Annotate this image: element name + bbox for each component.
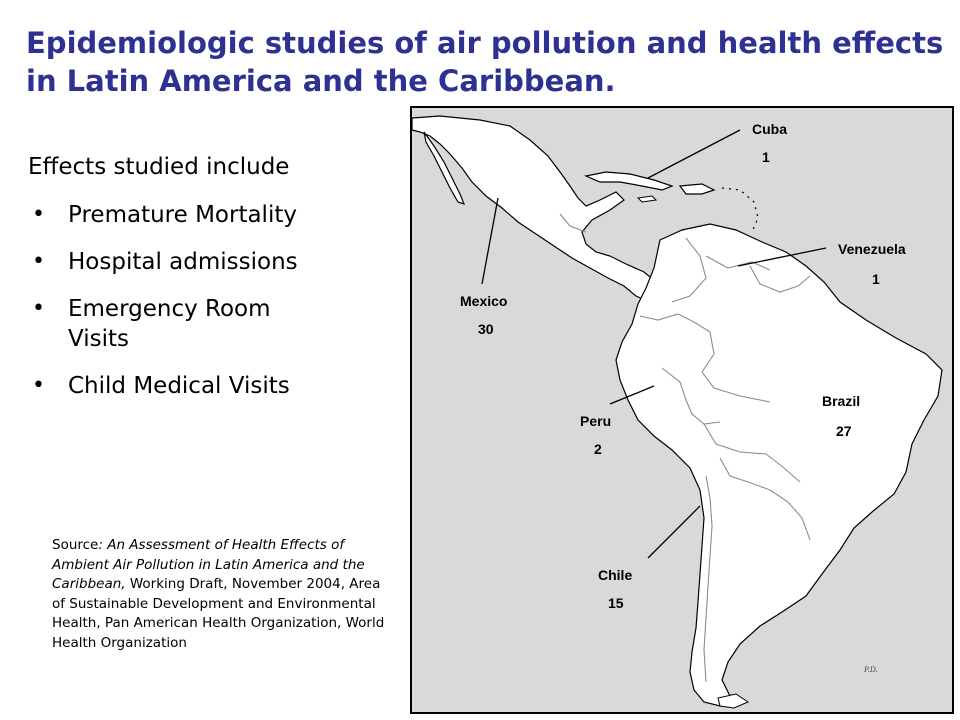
peru-count: 2 xyxy=(594,441,602,457)
list-item xyxy=(28,247,338,277)
venezuela-count: 1 xyxy=(872,271,880,287)
bullet-icon: • xyxy=(32,296,45,321)
effect-label: Premature Mortality xyxy=(68,202,297,228)
source-label: Source xyxy=(52,537,99,553)
bullet-icon: • xyxy=(32,373,45,398)
effect-label: Hospital admissions xyxy=(68,249,298,275)
effect-label: Child Medical Visits xyxy=(68,373,290,399)
bullet-icon: • xyxy=(32,249,45,274)
source-title: : An Assessment of Health Effects of Ambient Air Pollution in Latin America and the Caribbean, xyxy=(52,537,365,592)
source-citation xyxy=(52,536,387,653)
slide-title: Epidemiologic studies of air pollution and health effects in Latin America and the Caribbean. xyxy=(26,26,944,98)
source-details: Working Draft, November 2004, Area of Sustainable Development and Environmental Health, Pan American Health Organization, World Health Organization xyxy=(52,576,385,651)
mexico-label: Mexico xyxy=(460,293,508,309)
venezuela-label: Venezuela xyxy=(838,241,906,257)
latin-america-map xyxy=(410,106,954,714)
cuba-label: Cuba xyxy=(752,121,787,137)
list-item xyxy=(28,200,338,230)
map-signature: P.D. xyxy=(864,665,878,674)
chile-label: Chile xyxy=(598,567,633,583)
peru-label: Peru xyxy=(580,413,612,429)
cuba-count: 1 xyxy=(762,149,770,165)
effects-intro: Effects studied include xyxy=(28,154,290,180)
bullet-icon: • xyxy=(32,202,45,227)
list-item xyxy=(28,371,338,401)
mexico-count: 30 xyxy=(478,321,494,337)
effect-label: Emergency Room Visits xyxy=(68,296,271,352)
effects-list xyxy=(28,200,338,418)
list-item xyxy=(28,294,338,354)
brazil-count: 27 xyxy=(836,423,852,439)
brazil-label: Brazil xyxy=(822,393,861,409)
chile-count: 15 xyxy=(608,595,624,611)
